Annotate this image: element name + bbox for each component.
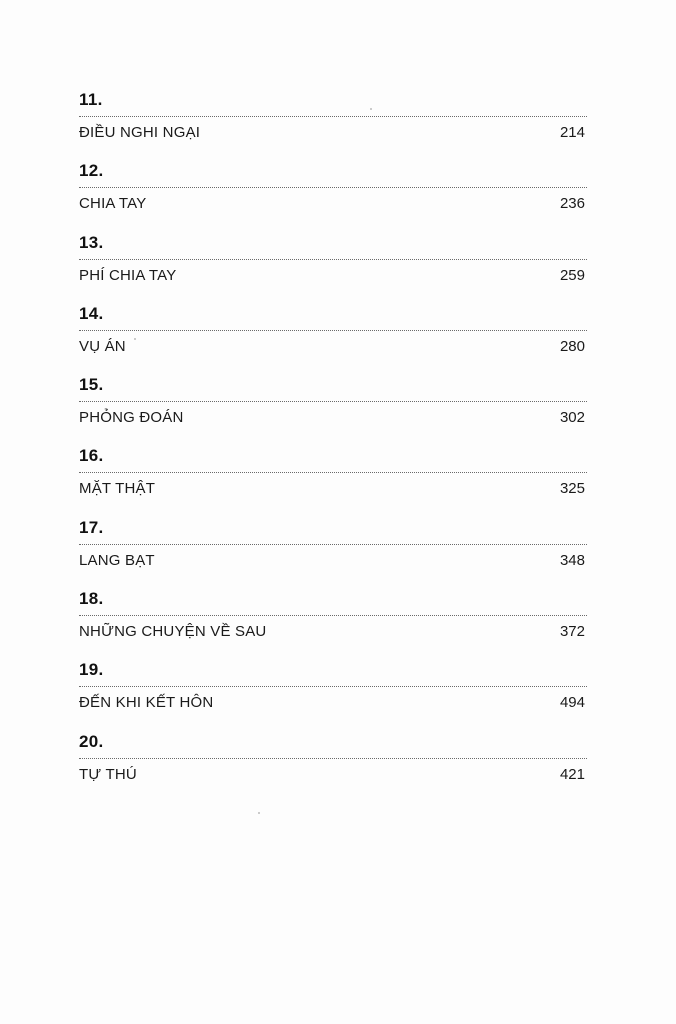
dotted-divider — [79, 187, 587, 188]
table-of-contents — [79, 86, 587, 799]
toc-entry-11[interactable] — [79, 86, 587, 157]
dotted-divider — [79, 686, 587, 687]
toc-entry-14[interactable] — [79, 300, 587, 371]
toc-entry-18[interactable] — [79, 585, 587, 656]
chapter-title: VỤ ÁN — [79, 337, 126, 355]
page-number: 236 — [559, 195, 585, 213]
chapter-title: PHÍ CHIA TAY — [79, 266, 177, 284]
chapter-title: ĐẾN KHI KẾT HÔN — [79, 694, 214, 712]
chapter-number: 18. — [79, 589, 104, 609]
page-number: 214 — [559, 124, 585, 141]
chapter-title: NHỮNG CHUYỆN VỀ SAU — [79, 623, 267, 641]
page-number: 259 — [559, 266, 585, 284]
chapter-title: ĐIỀU NGHI NGẠI — [79, 124, 201, 141]
toc-entry-15[interactable] — [79, 371, 587, 442]
page-number: 494 — [559, 694, 585, 712]
dotted-divider — [79, 544, 587, 545]
chapter-title: PHỎNG ĐOÁN — [79, 409, 184, 427]
paper-speck — [258, 812, 260, 814]
chapter-title: CHIA TAY — [79, 195, 147, 213]
chapter-number: 17. — [79, 517, 104, 537]
chapter-title: MẶT THẬT — [79, 480, 156, 498]
dotted-divider — [79, 758, 587, 759]
page-number: 280 — [559, 337, 585, 355]
toc-entry-19[interactable] — [79, 656, 587, 727]
toc-entry-12[interactable] — [79, 157, 587, 228]
page-number: 372 — [559, 623, 585, 641]
chapter-number: 20. — [79, 731, 104, 751]
toc-entry-16[interactable] — [79, 442, 587, 513]
page-number: 302 — [559, 409, 585, 427]
paper-speck — [370, 108, 372, 110]
page-number: 421 — [559, 765, 585, 783]
chapter-number: 19. — [79, 660, 104, 680]
toc-entry-20[interactable] — [79, 728, 587, 799]
page-number: 348 — [559, 551, 585, 569]
dotted-divider — [79, 472, 587, 473]
chapter-number: 14. — [79, 303, 104, 323]
chapter-title: TỰ THÚ — [79, 765, 137, 783]
chapter-number: 11. — [79, 90, 103, 109]
chapter-number: 16. — [79, 446, 104, 466]
dotted-divider — [79, 330, 587, 331]
chapter-number: 13. — [79, 232, 104, 252]
toc-entry-13[interactable] — [79, 229, 587, 300]
dotted-divider — [79, 615, 587, 616]
paper-speck — [134, 338, 136, 340]
toc-entry-17[interactable] — [79, 514, 587, 585]
chapter-number: 15. — [79, 375, 104, 395]
dotted-divider — [79, 116, 587, 117]
page-number: 325 — [559, 480, 585, 498]
dotted-divider — [79, 259, 587, 260]
chapter-title: LANG BẠT — [79, 551, 155, 569]
dotted-divider — [79, 401, 587, 402]
chapter-number: 12. — [79, 161, 104, 181]
